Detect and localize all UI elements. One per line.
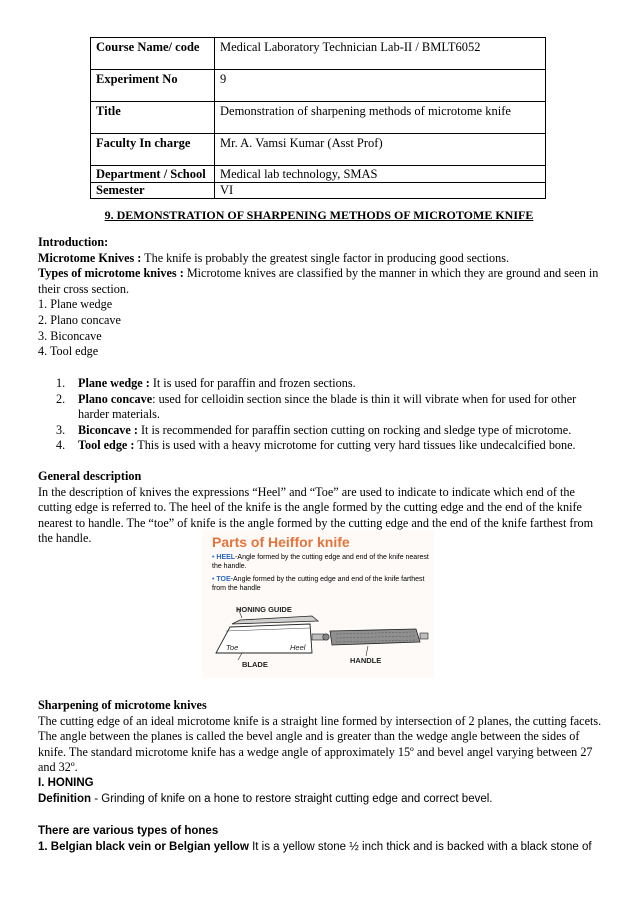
table-value: 9 [215, 70, 546, 102]
honing-guide-shape [232, 616, 318, 624]
list-number: 1. [56, 376, 66, 390]
bullet-dot-icon: • [212, 554, 217, 561]
hone-item-1-label: 1. Belgian black vein or Belgian yellow [38, 841, 249, 853]
list-item-text: It is used for paraffin and frozen sections. [149, 376, 356, 390]
table-row [91, 38, 546, 70]
list-number: 4. [56, 438, 66, 453]
honing-title: I. HONING [38, 777, 94, 789]
list-item-label: Plano concave [78, 391, 153, 406]
figure-handle-label: HANDLE [350, 656, 382, 665]
table-value: Mr. A. Vamsi Kumar (Asst Prof) [215, 134, 546, 166]
table-row [91, 102, 546, 134]
honing-section [38, 775, 604, 855]
handle-end-cap [420, 633, 428, 639]
list-item-label: Plane wedge : [78, 376, 150, 390]
list-item-label: Biconcave : [78, 422, 138, 437]
hone-types-title: There are various types of hones [38, 825, 219, 837]
list-item: 1. Plane wedge [38, 297, 113, 312]
figure-toe-key: TOE [216, 576, 231, 583]
list-item: 3. Biconcave [38, 328, 102, 343]
list-item: 4. Tool edge [38, 344, 99, 359]
intro-knives-paragraph [38, 251, 604, 267]
list-item: 2. Plano concave [38, 312, 121, 327]
table-key: Course Name/ code [91, 38, 215, 70]
figure-blade-label: BLADE [242, 660, 268, 669]
spacer [38, 807, 604, 823]
figure-title: Parts of Heiffor knife [212, 534, 350, 550]
list-number: 2. [56, 391, 66, 406]
list-item-label: Tool edge : [78, 438, 135, 453]
table-key: Department / School [91, 166, 215, 183]
page-heading: 9. DEMONSTRATION OF SHARPENING METHODS OF MICROTOME KNIFE [104, 208, 534, 222]
intro-knives-text: The knife is probably the greatest single factor in producing good sections. [141, 250, 510, 265]
table-key: Title [91, 102, 215, 134]
table-value: VI [215, 183, 546, 199]
table-row [91, 134, 546, 166]
sharpening-paragraph: The cutting edge of an ideal microtome knife is a straight line formed by intersection of 2 planes, the cutting facets. The angle between the planes is called the bevel angle and is greater than the wedge angle between the sides of knife. The standard microtome knife has a wedge angle of approximately 15º and bevel angel varying between 27 and 32º. [38, 713, 602, 775]
sharpening-section [38, 698, 604, 776]
figure-heel-key: HEEL [216, 554, 236, 561]
list-item [56, 423, 604, 439]
list-item [56, 376, 604, 392]
general-paragraph: In the description of knives the expressions “Heel” and “Toe” are used to indicate to indicate which end of the cutting edge is referred to. The heel of the knife is the angle formed by the cutting edge and the end of the knife nearest to handle. The “toe” of knife is the angle formed by the cutting edge and the end of the knife farthest from the handle. [38, 484, 594, 546]
figure-heel-text: -Angle formed by the cutting edge and end of the knife nearest the handle. [212, 554, 429, 570]
sharpening-title: Sharpening of microtome knives [38, 698, 207, 712]
table-row [91, 70, 546, 102]
table-key: Experiment No [91, 70, 215, 102]
knife-drawing [202, 530, 434, 678]
knife-shank [312, 634, 324, 640]
course-info-table [90, 37, 546, 199]
list-item [56, 392, 604, 423]
bullet-dot-icon: • [212, 576, 217, 583]
knife-collar [323, 634, 329, 640]
intro-title: Introduction: [38, 235, 109, 249]
intro-knives-label: Microtome Knives : [38, 250, 142, 265]
figure-toe-text: -Angle formed by the cutting edge and end of the knife farthest from the handle [212, 576, 425, 592]
table-key: Semester [91, 183, 215, 199]
intro-types-text: Microtome knives are classified by the manner in which they are ground and seen in their cross section. [38, 266, 599, 296]
intro-types-paragraph [38, 266, 604, 297]
hone-item-1-text: It is a yellow stone ½ inch thick and is backed with a black stone of [248, 841, 592, 853]
list-item [56, 438, 604, 454]
figure-toe-label: Toe [226, 643, 239, 652]
knife-types-detail-list [56, 376, 604, 454]
table-value: Demonstration of sharpening methods of microtome knife [215, 102, 546, 134]
honing-definition-label: Definition [38, 793, 92, 805]
table-value: Medical lab technology, SMAS [215, 166, 546, 183]
figure-honing-guide-label: HONING GUIDE [236, 605, 292, 614]
handle-pointer [366, 646, 368, 656]
blade-pointer [238, 653, 242, 660]
table-row [91, 166, 546, 183]
list-item-text: This is used with a heavy microtome for cutting very hard tissues like undecalcified bone. [134, 438, 576, 453]
table-key: Faculty In charge [91, 134, 215, 166]
honing-definition [38, 791, 604, 807]
honing-definition-text: - Grinding of knife on a hone to restore straight cutting edge and correct bevel. [91, 793, 493, 805]
intro-types-label: Types of microtome knives : [38, 266, 184, 281]
list-item-text: It is recommended for paraffin section cutting on rocking and sledge type of microtome. [137, 422, 572, 437]
table-row [91, 183, 546, 199]
general-title: General description [38, 469, 142, 483]
list-number: 3. [56, 422, 66, 437]
hone-item-1 [38, 839, 604, 855]
heiffor-knife-figure [202, 530, 434, 678]
figure-heel-label: Heel [290, 643, 306, 652]
introduction-section [38, 235, 604, 360]
list-item-text: : used for celloidin section since the blade is thin it will vibrate when for used for other harder materials. [78, 391, 577, 422]
table-value: Medical Laboratory Technician Lab-II / BMLT6052 [215, 38, 546, 70]
